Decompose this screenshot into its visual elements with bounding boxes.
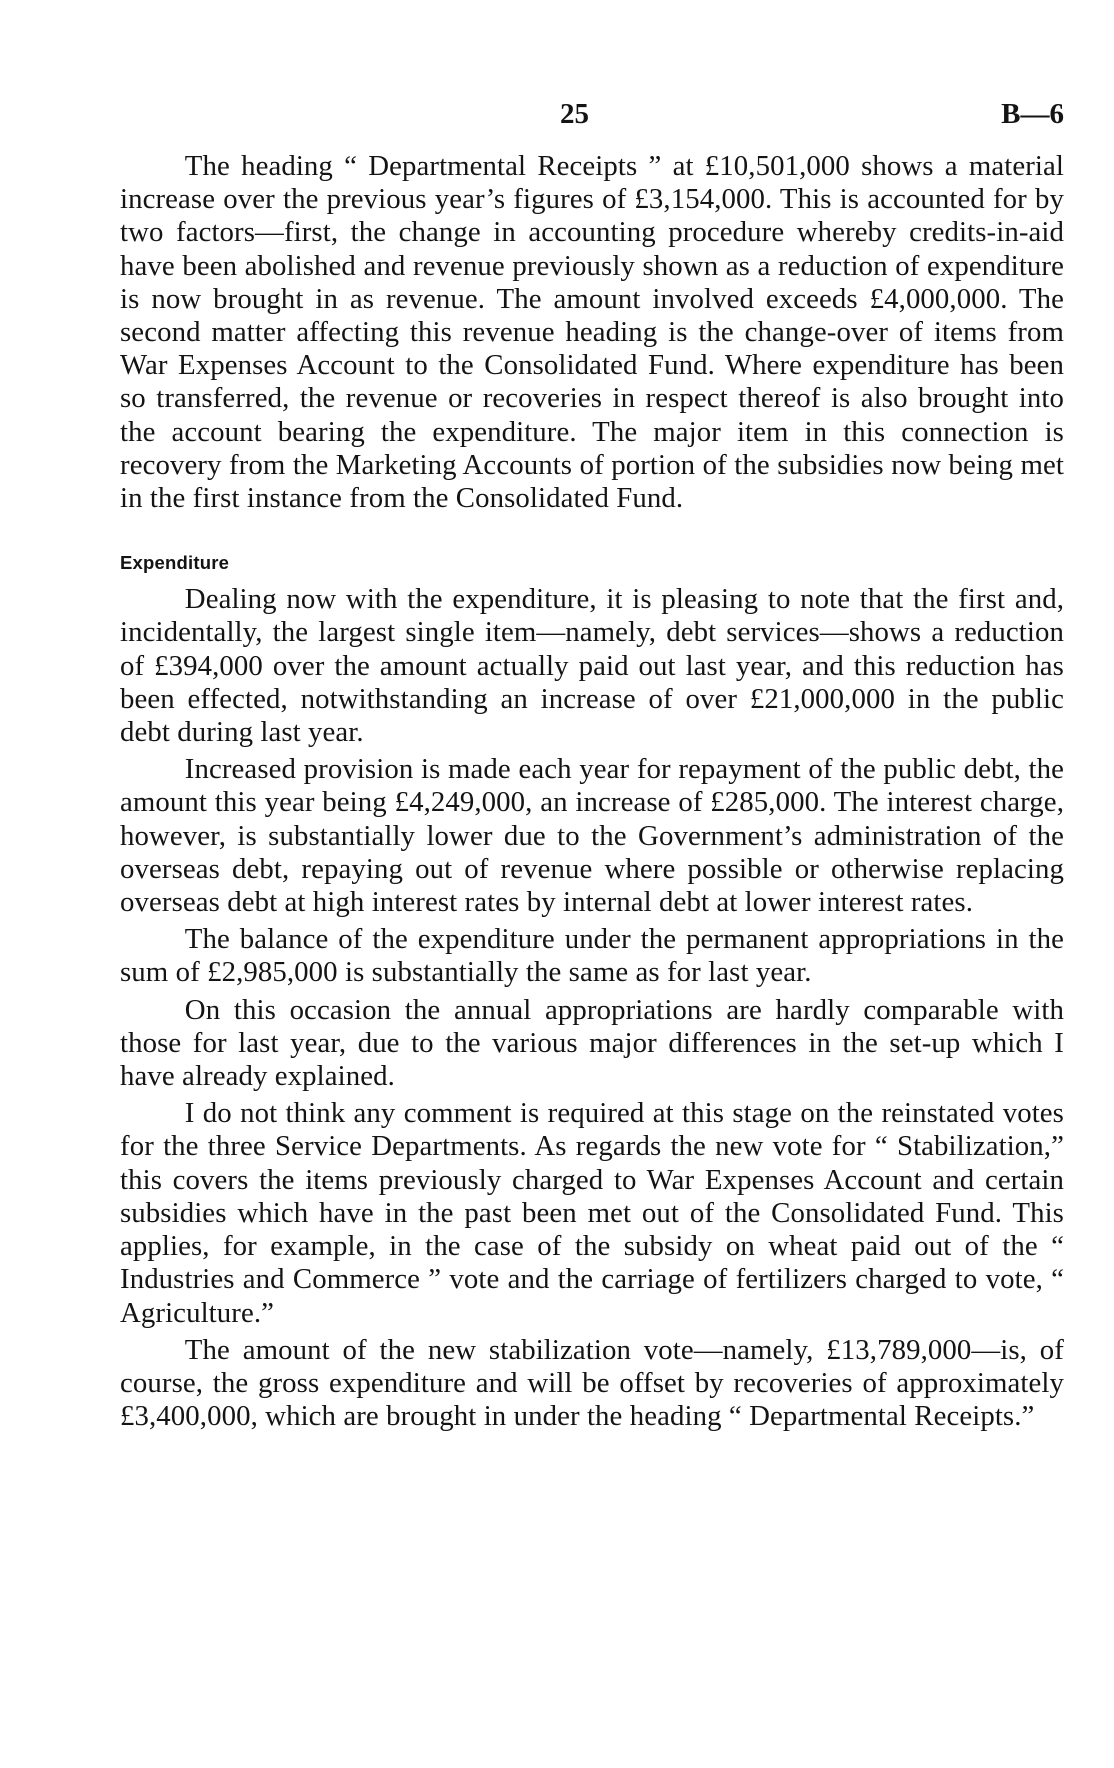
body-paragraph-4: On this occasion the annual appropriations are hardly comparable with those for last year, due to the various major differences in the set-up which I have already explained.	[120, 993, 1064, 1093]
body-paragraph-1: Dealing now with the expenditure, it is pleasing to note that the first and, incidentally, the largest single item—namely, debt services—shows a reduction of £394,000 over the amount actually paid out last year, and this reduction has been effected, notwithstanding an increase of over £21,000,000 in the public debt during last year.	[120, 583, 1064, 749]
page-number: 25	[560, 98, 589, 130]
body-paragraph-5: I do not think any comment is required at this stage on the reinstated votes for the three Service Departments. As regards the new vote for “ Stabilization,” this covers the items previously charged to War Expenses Account and certain subsidies which have in the past been met out of the Consolidated Fund. This applies, for example, in the case of the subsidy on wheat paid out of the “ Industries and Commerce ” vote and the carriage of fertilizers charged to vote, “ Agriculture.”	[120, 1097, 1064, 1329]
document-page	[120, 98, 1064, 1437]
body-paragraph-6: The amount of the new stabilization vote—namely, £13,789,000—is, of course, the gross expenditure and will be offset by recoveries of approximately £3,400,000, which are brought in under the heading “ Departmental Receipts.”	[120, 1333, 1064, 1433]
page-code: B—6	[1001, 98, 1064, 130]
body-paragraph-3: The balance of the expenditure under the permanent appropriations in the sum of £2,985,000 is substantially the same as for last year.	[120, 923, 1064, 989]
page-header	[120, 98, 1064, 150]
section-heading-expenditure: Expenditure	[120, 552, 230, 574]
body-paragraph-2: Increased provision is made each year for repayment of the public debt, the amount this year being £4,249,000, an increase of £285,000. The interest charge, however, is substantially lower due to the Government’s administration of the overseas debt, repaying out of revenue where possible or otherwise replacing overseas debt at high interest rates by internal debt at lower interest rates.	[120, 753, 1064, 919]
intro-paragraph: The heading “ Departmental Receipts ” at £10,501,000 shows a material increase over the previous year’s figures of £3,154,000. This is accounted for by two factors—first, the change in accounting procedure whereby credits-in-aid have been abolished and revenue previously shown as a reduction of expenditure is now brought in as revenue. The amount involved exceeds £4,000,000. The second matter affecting this revenue heading is the change-over of items from War Expenses Account to the Consolidated Fund. Where expenditure has been so transferred, the revenue or recoveries in respect thereof is also brought into the account bearing the expenditure. The major item in this connection is recovery from the Marketing Accounts of portion of the subsidies now being met in the first instance from the Consolidated Fund.	[120, 150, 1064, 515]
